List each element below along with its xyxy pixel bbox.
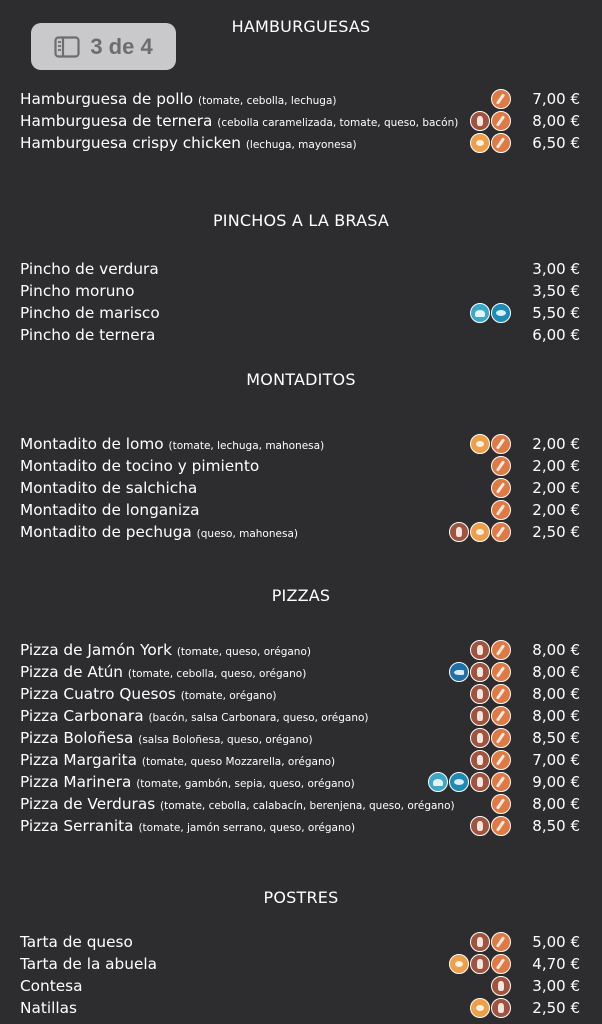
menu-item-title: Pizza de Atún [20,663,123,681]
egg-allergen-icon [470,133,490,153]
allergen-icons [428,772,511,792]
menu-item-name [20,433,324,457]
menu-item-title: Pizza Boloñesa [20,729,134,747]
menu-item [20,132,582,154]
menu-item-name [20,661,306,685]
menu-item [20,433,582,455]
gluten-allergen-icon [491,111,511,131]
menu-item [20,793,582,815]
allergen-icons [491,89,511,109]
allergen-icons [491,976,511,996]
menu-item-title: Pizza Marinera [20,773,132,791]
menu-item-title: Pincho de verdura [20,260,159,278]
menu-item-price: 6,00 € [532,326,580,344]
mollusc-allergen-icon [428,772,448,792]
allergen-icons [449,954,511,974]
crustacean-allergen-icon [491,303,511,323]
menu-item-title: Hamburguesa crispy chicken [20,134,241,152]
menu-item [20,477,582,499]
menu-item-name [20,771,355,795]
menu-item-price: 8,00 € [532,707,580,725]
allergen-icons [470,434,511,454]
lactose-allergen-icon [470,728,490,748]
lactose-allergen-icon [470,816,490,836]
section-title: MONTADITOS [246,370,356,389]
menu-item-name [20,727,313,751]
menu-item-title: Hamburguesa de ternera [20,112,213,130]
menu-item [20,280,582,302]
menu-item-description: (lechuga, mayonesa) [245,139,357,151]
lactose-allergen-icon [491,976,511,996]
menu-item-title: Pizza Carbonara [20,707,144,725]
menu-item-price: 5,00 € [532,933,580,951]
menu-item-price: 4,70 € [532,955,580,973]
menu-item [20,88,582,110]
menu-item-price: 2,00 € [532,435,580,453]
menu-item [20,639,582,661]
menu-item [20,975,582,997]
menu-item [20,771,582,793]
page-indicator-label: 3 de 4 [90,33,153,59]
menu-item [20,302,582,324]
gluten-allergen-icon [491,522,511,542]
menu-item-price: 8,50 € [532,817,580,835]
menu-item-title: Pizza Serranita [20,817,134,835]
menu-item-price: 2,00 € [532,457,580,475]
menu-item-price: 8,00 € [532,641,580,659]
menu-item-name [20,997,77,1019]
menu-item [20,749,582,771]
allergen-icons [470,684,511,704]
allergen-icons [449,662,511,682]
crustacean-allergen-icon [449,772,469,792]
gluten-allergen-icon [491,662,511,682]
menu-item-price: 2,50 € [532,999,580,1017]
menu-item [20,455,582,477]
menu-item-title: Pincho de ternera [20,326,156,344]
section-title: PINCHOS A LA BRASA [212,211,390,230]
menu-item-title: Montadito de salchicha [20,479,198,497]
allergen-icons [470,706,511,726]
menu-item-description: (cebolla caramelizada, tomate, queso, bacón) [217,117,459,129]
menu-item-name [20,975,83,997]
menu-item [20,727,582,749]
menu-item-title: Hamburguesa de pollo [20,90,194,108]
menu-item-price: 3,50 € [532,282,580,300]
menu-item-name [20,953,157,975]
menu-item-name [20,258,159,280]
page-indicator-badge[interactable] [31,23,176,70]
egg-allergen-icon [470,998,490,1018]
menu-item [20,521,582,543]
menu-item-description: (salsa Boloñesa, queso, orégano) [138,734,313,746]
lactose-allergen-icon [470,706,490,726]
lactose-allergen-icon [470,954,490,974]
menu-item-price: 2,00 € [532,479,580,497]
menu-item-description: (tomate, cebolla, queso, orégano) [127,668,307,680]
sidebar-icon [54,36,80,58]
allergen-icons [470,133,511,153]
menu-item-name [20,931,133,953]
menu-item-title: Tarta de queso [20,933,133,951]
menu-item-description: (tomate, lechuga, mahonesa) [168,440,325,452]
gluten-allergen-icon [491,750,511,770]
menu-item [20,931,582,953]
menu-item-title: Contesa [20,977,83,995]
menu-item-title: Pizza Cuatro Quesos [20,685,176,703]
egg-allergen-icon [470,434,490,454]
allergen-icons [470,998,511,1018]
allergen-icons [470,111,511,131]
menu-item-price: 2,00 € [532,501,580,519]
menu-item-title: Tarta de la abuela [20,955,157,973]
menu-item-description: (tomate, cebolla, lechuga) [198,95,337,107]
menu-item-price: 7,00 € [532,751,580,769]
mollusc-allergen-icon [470,303,490,323]
menu-item-name [20,324,155,346]
menu-item-description: (tomate, queso Mozzarella, orégano) [141,756,336,768]
menu-item [20,258,582,280]
menu-item-title: Pizza Margarita [20,751,138,769]
menu-item-name [20,705,369,729]
menu-item-description: (tomate, queso, orégano) [176,646,311,658]
egg-allergen-icon [470,522,490,542]
menu-item-price: 9,00 € [532,773,580,791]
gluten-allergen-icon [491,478,511,498]
menu-item-title: Montadito de tocino y pimiento [20,457,260,475]
menu-item-title: Montadito de pechuga [20,523,192,541]
gluten-allergen-icon [491,456,511,476]
allergen-icons [491,500,511,520]
allergen-icons [491,794,511,814]
fish-allergen-icon [449,662,469,682]
allergen-icons [491,456,511,476]
menu-item-price: 8,50 € [532,729,580,747]
menu-item [20,110,582,132]
menu-item-price: 8,00 € [532,663,580,681]
gluten-allergen-icon [491,500,511,520]
menu-item-price: 8,00 € [532,685,580,703]
menu-item-price: 3,00 € [532,260,580,278]
menu-item-description: (tomate, orégano) [180,690,277,702]
menu-item [20,324,582,346]
menu-item-description: (tomate, jamón serrano, queso, orégano) [138,822,356,834]
allergen-icons [449,522,511,542]
menu-item-price: 8,00 € [532,795,580,813]
gluten-allergen-icon [491,728,511,748]
menu-item [20,815,582,837]
menu-item-description: (bacón, salsa Carbonara, queso, orégano) [148,712,369,724]
menu-item-name [20,110,458,134]
menu-item-title: Natillas [20,999,77,1017]
menu-item [20,683,582,705]
gluten-allergen-icon [491,434,511,454]
lactose-allergen-icon [470,684,490,704]
menu-item [20,661,582,683]
lactose-allergen-icon [470,111,490,131]
menu-item-title: Pincho de marisco [20,304,160,322]
menu-item-name [20,815,355,839]
gluten-allergen-icon [491,794,511,814]
menu-item [20,997,582,1019]
section-title: PIZZAS [271,586,331,605]
allergen-icons [470,750,511,770]
menu-item [20,499,582,521]
lactose-allergen-icon [470,932,490,952]
gluten-allergen-icon [491,684,511,704]
gluten-allergen-icon [491,89,511,109]
menu-item-name [20,132,357,156]
menu-item-description: (queso, mahonesa) [196,528,298,540]
menu-item-name [20,302,160,324]
menu-item-price: 6,50 € [532,134,580,152]
menu-item-name [20,683,277,707]
menu-item-name [20,455,259,477]
lactose-allergen-icon [470,662,490,682]
menu-item [20,705,582,727]
menu-item-name [20,499,200,521]
menu-item-price: 2,50 € [532,523,580,541]
gluten-allergen-icon [491,640,511,660]
menu-item-price: 5,50 € [532,304,580,322]
lactose-allergen-icon [449,522,469,542]
menu-item-price: 3,00 € [532,977,580,995]
lactose-allergen-icon [470,750,490,770]
gluten-allergen-icon [491,932,511,952]
section-title: HAMBURGUESAS [231,17,371,36]
menu-item-name [20,749,335,773]
menu-item-name [20,521,298,545]
menu-item-title: Pizza de Jamón York [20,641,172,659]
allergen-icons [470,640,511,660]
egg-allergen-icon [449,954,469,974]
menu-item-name [20,793,455,817]
lactose-allergen-icon [470,640,490,660]
menu-item-price: 7,00 € [532,90,580,108]
section-title: POSTRES [263,888,339,907]
gluten-allergen-icon [491,133,511,153]
menu-item-name [20,88,337,112]
menu-item-title: Pizza de Verduras [20,795,156,813]
allergen-icons [470,816,511,836]
menu-item-name [20,280,134,302]
menu-item-title: Montadito de longaniza [20,501,200,519]
menu-item-title: Montadito de lomo [20,435,164,453]
lactose-allergen-icon [470,772,490,792]
menu-item-title: Pincho moruno [20,282,135,300]
allergen-icons [491,478,511,498]
lactose-allergen-icon [491,998,511,1018]
allergen-icons [470,303,511,323]
gluten-allergen-icon [491,816,511,836]
allergen-icons [470,932,511,952]
menu-item-description: (tomate, gambón, sepia, queso, orégano) [136,778,355,790]
menu-item [20,953,582,975]
menu-item-price: 8,00 € [532,112,580,130]
menu-item-name [20,477,197,499]
gluten-allergen-icon [491,706,511,726]
allergen-icons [470,728,511,748]
gluten-allergen-icon [491,954,511,974]
gluten-allergen-icon [491,772,511,792]
menu-item-description: (tomate, cebolla, calabacín, berenjena, queso, orégano) [160,800,455,812]
menu-item-name [20,639,311,663]
